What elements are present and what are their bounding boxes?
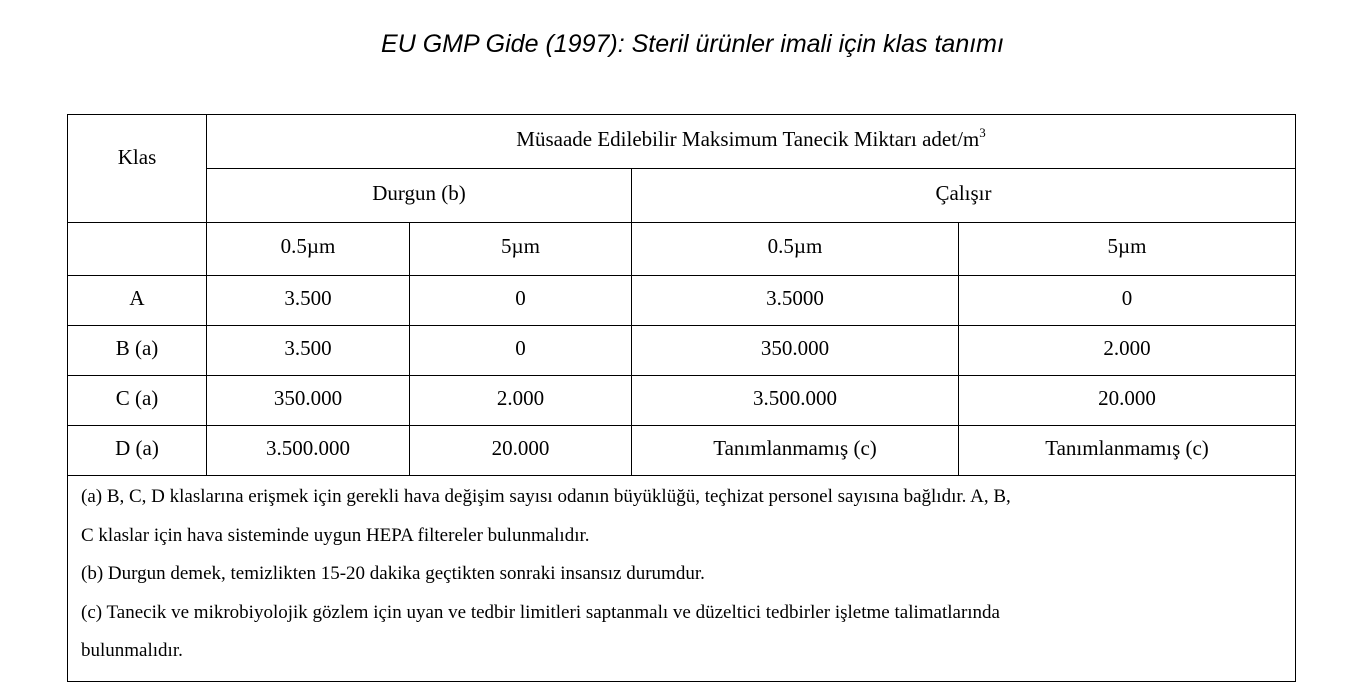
calisir-header-cell [632,169,1296,223]
value-cell: 3.5000 [632,276,959,326]
empty-cell [68,223,207,276]
value-cell: 350.000 [207,376,410,426]
superscript-3: 3 [979,124,986,140]
size-header-cell [207,223,410,276]
value-cell: 20.000 [959,376,1296,426]
size-header: 0.5µm [767,234,823,258]
page-title: EU GMP Gide (1997): Steril ürünler imali için klas tanımı [381,30,1004,58]
notes-cell [68,476,1296,682]
klas-header-cell [68,115,207,223]
note-line: (b) Durgun demek, temizlikten 15-20 dakika geçtikten sonraki insansız durumdur. [81,563,705,584]
table-row [68,426,1296,476]
durgun-header-cell [207,169,632,223]
state-header-row [68,169,1296,223]
value-cell: 350.000 [632,326,959,376]
value-cell: Tanımlanmamış (c) [959,426,1296,476]
value-cell: 3.500.000 [207,426,410,476]
note-line: (c) Tanecik ve mikrobiyolojik gözlem için uyan ve tedbir limitleri saptanmalı ve düzeltici tedbirler işletme talimatlarında [81,601,1000,623]
table-header-row [68,115,1296,169]
size-header-cell [410,223,632,276]
calisir-header: Çalışır [935,180,992,205]
notes-row [68,476,1296,682]
klas-cell: D (a) [68,426,207,476]
note-line: bulunmalıdır. [81,640,183,661]
size-header: 5µm [1107,234,1147,258]
value-cell: 3.500.000 [632,376,959,426]
size-header-row [68,223,1296,276]
klas-cell: C (a) [68,376,207,426]
max-particle-header-cell [207,115,1296,169]
note-line: (a) B, C, D klaslarına erişmek için gerekli hava değişim sayısı odanın büyüklüğü, teçhizat personel sayısına bağlıdır. A, B, [81,486,1011,507]
value-cell: Tanımlanmamış (c) [632,426,959,476]
value-cell: 3.500 [207,276,410,326]
table-row [68,276,1296,326]
gmp-class-table [67,114,1296,682]
table-row [68,326,1296,376]
size-header-cell [632,223,959,276]
note-line: C klaslar için hava sisteminde uygun HEPA filtereler bulunmalıdır. [81,524,590,546]
klas-header: Klas [117,145,157,169]
value-cell: 0 [410,276,632,326]
size-header: 0.5µm [280,234,336,258]
value-cell: 20.000 [410,426,632,476]
value-cell: 0 [410,326,632,376]
value-cell: 3.500 [207,326,410,376]
value-cell: 2.000 [410,376,632,426]
value-cell: 0 [959,276,1296,326]
size-header: 5µm [501,234,540,258]
klas-cell: B (a) [68,326,207,376]
max-particle-header: Müsaade Edilebilir Maksimum Tanecik Miktarı adet/m [516,126,980,151]
table-row [68,376,1296,426]
value-cell: 2.000 [959,326,1296,376]
size-header-cell [959,223,1296,276]
durgun-header: Durgun (b) [372,180,466,205]
klas-cell: A [68,276,207,326]
